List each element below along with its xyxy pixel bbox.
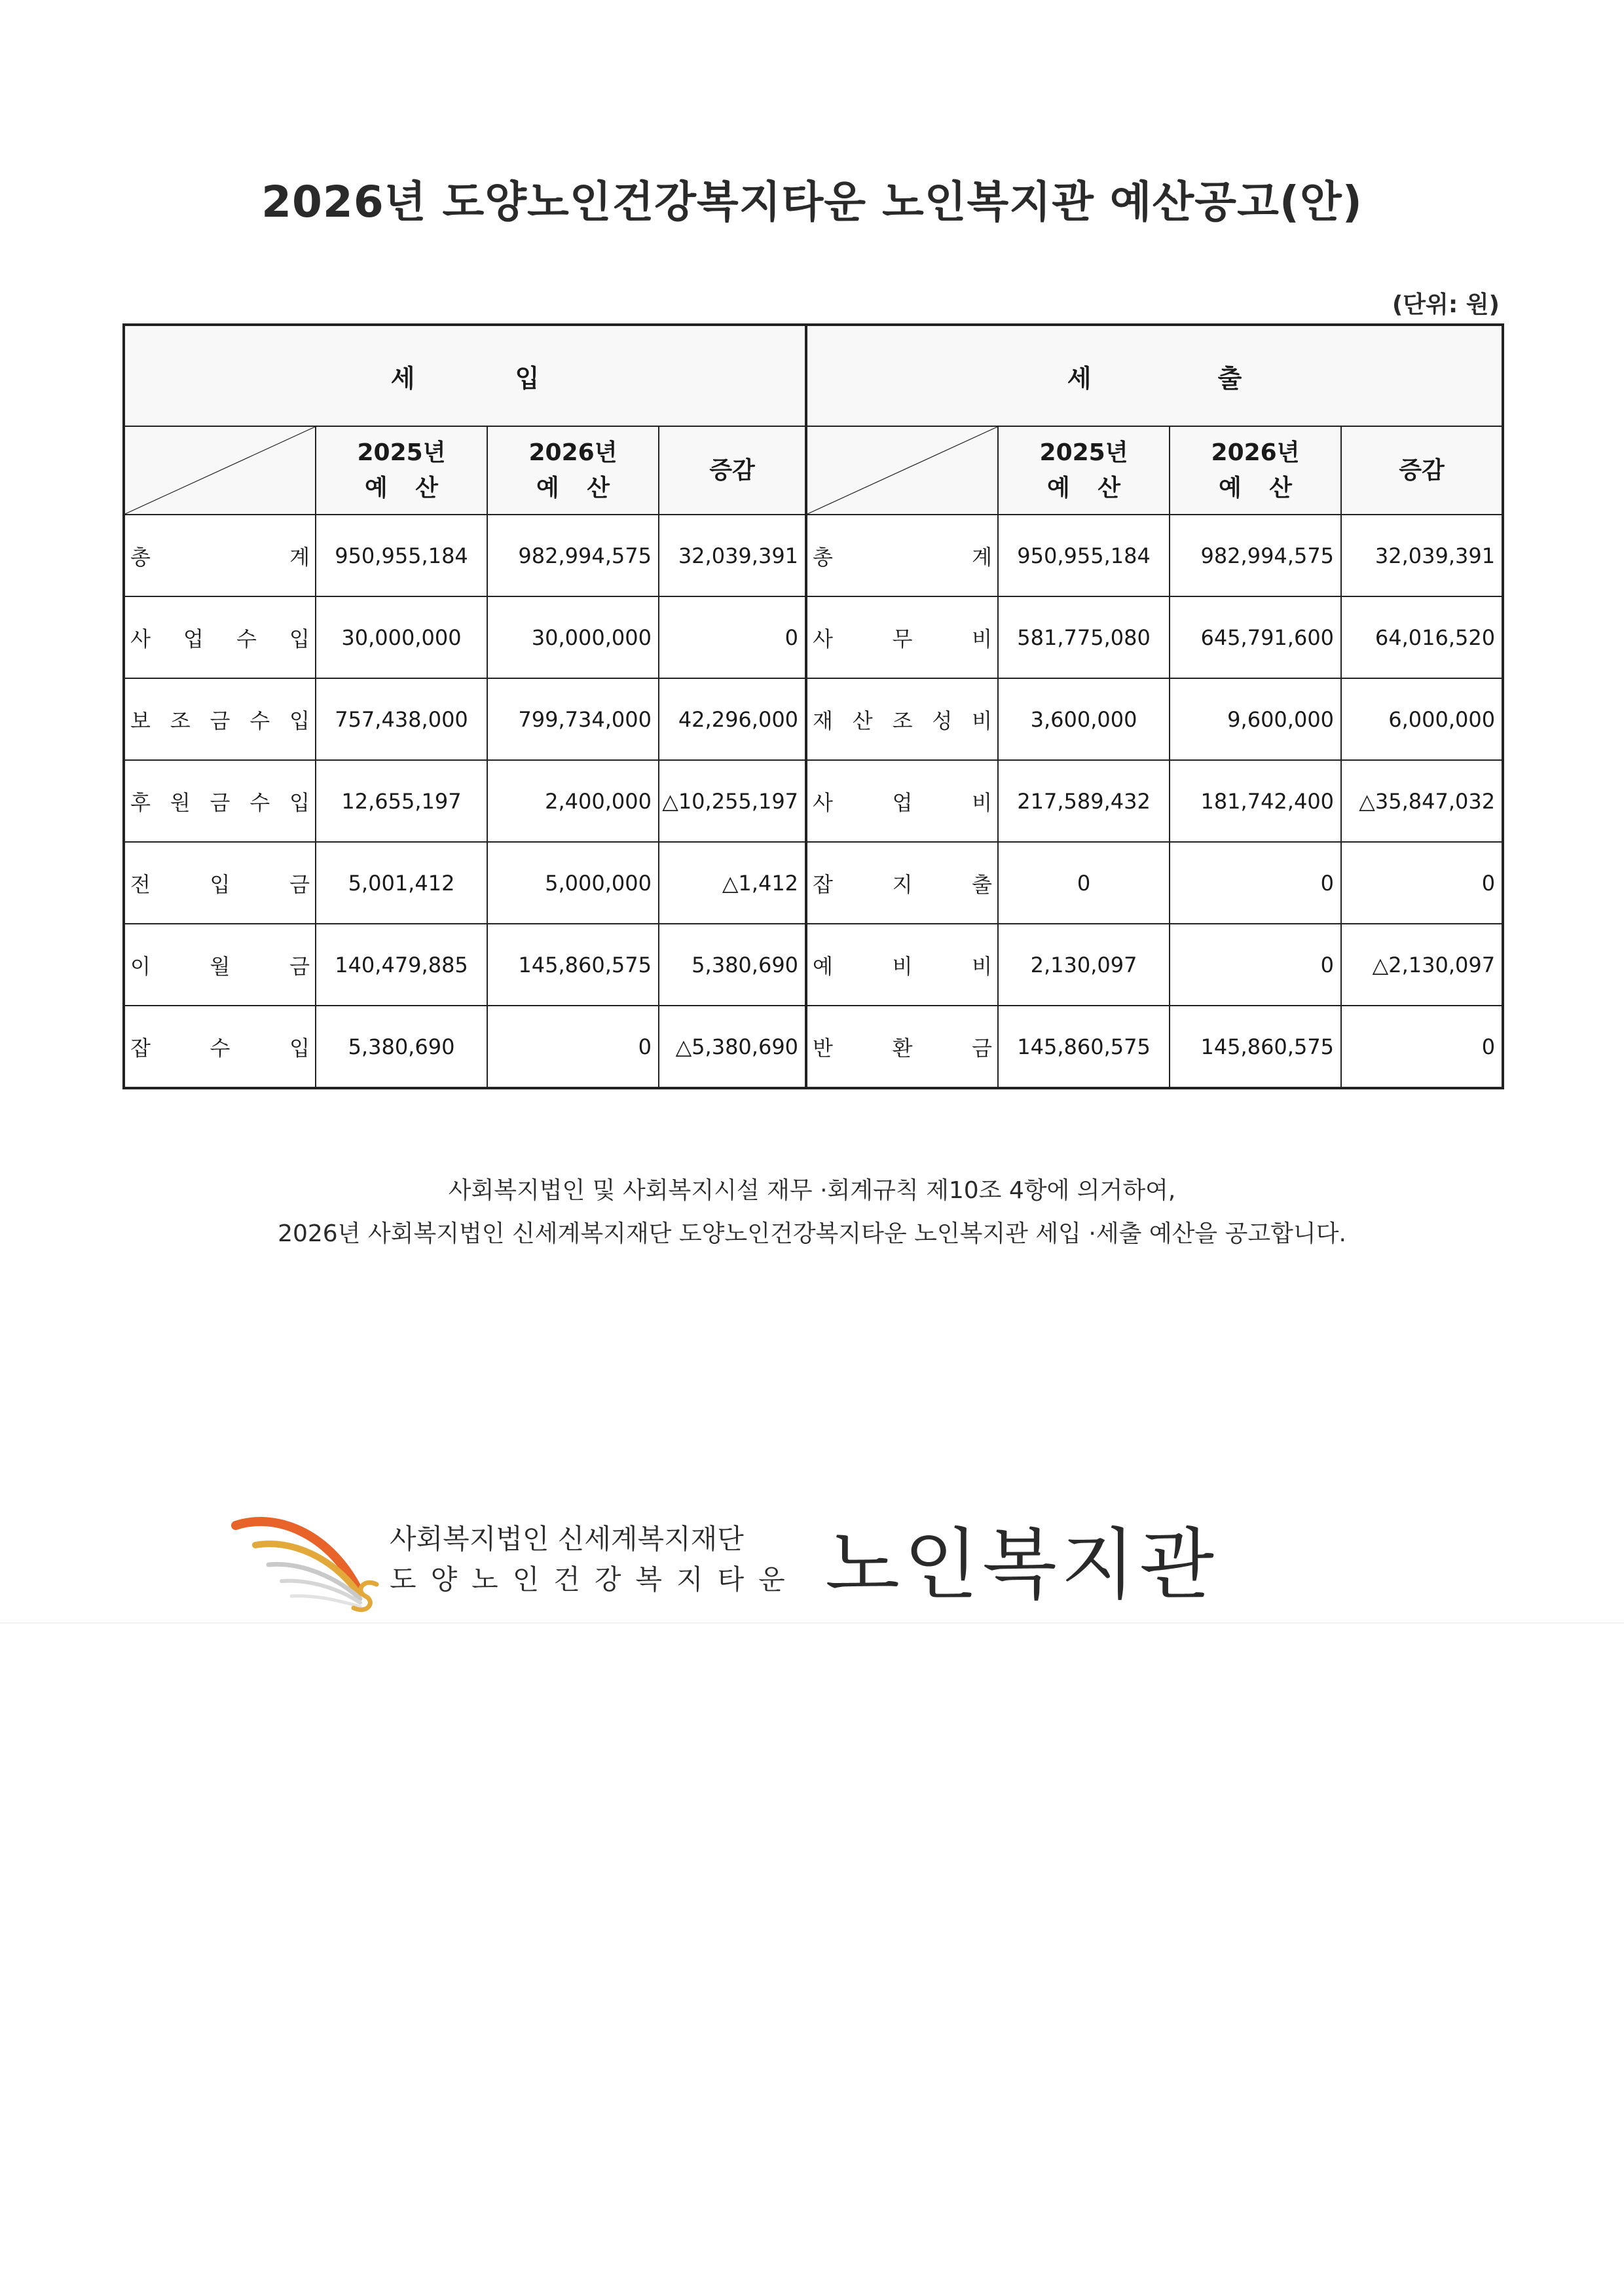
exp-label-char: 금 [972,1035,993,1061]
rev-label [130,704,310,735]
col-diff-header [659,426,806,515]
exp-label-char: 지 [892,871,913,897]
revenue-2026-cell: 5,000,000 [487,842,659,924]
exp-label [813,1032,992,1062]
scan-divider [0,1622,1624,1624]
revenue-2026-cell: 145,860,575 [487,924,659,1006]
rev-label-cell [124,924,316,1006]
col-2025-sub: 예 산 [364,474,439,501]
expense-2026-cell: 145,860,575 [1170,1006,1341,1088]
expense-2025-cell: 581,775,080 [998,596,1170,678]
budget-body [124,515,1503,1088]
org-big-name: 노인복지관 [825,1520,1218,1610]
exp-label-char: 비 [972,708,993,733]
revenue-header [124,325,806,426]
revenue-diff-cell: 0 [659,596,806,678]
expense-2025-cell: 217,589,432 [998,760,1170,842]
revenue-2025-cell: 30,000,000 [316,596,487,678]
expense-2026-cell: 9,600,000 [1170,678,1341,760]
rev-label-char: 전 [130,871,151,897]
revenue-2025-cell: 12,655,197 [316,760,487,842]
expense-header [806,325,1503,426]
rev-label [130,868,310,898]
col-2026-sub: 예 산 [1218,474,1293,501]
expense-2025-cell: 145,860,575 [998,1006,1170,1088]
exp-label-char: 업 [892,790,913,815]
expense-diff-cell: 0 [1341,842,1503,924]
rev-label-cell [124,760,316,842]
expense-diff-cell: △35,847,032 [1341,760,1503,842]
exp-label-char: 비 [972,953,993,979]
expense-2025-cell: 2,130,097 [998,924,1170,1006]
revenue-2026-cell: 982,994,575 [487,515,659,596]
exp-label-cell [806,1006,998,1088]
expense-2025-cell: 0 [998,842,1170,924]
rev-label-char: 조 [170,708,191,733]
col-2025-sub: 예 산 [1046,474,1121,501]
col-2026-header [487,426,659,515]
org-line-2: 도양노인건강복지타운 [390,1563,800,1595]
unit-label: (단위: 원) [1392,291,1500,318]
exp-label-char: 계 [972,544,993,570]
table-row [124,842,1503,924]
expense-2025-cell: 3,600,000 [998,678,1170,760]
page-title: 2026년 도양노인건강복지타운 노인복지관 예산공고(안) [261,177,1363,227]
expense-2026-cell: 982,994,575 [1170,515,1341,596]
exp-label-char: 잡 [813,871,833,897]
exp-label-char: 예 [813,953,833,979]
expense-diff-cell: 6,000,000 [1341,678,1503,760]
exp-label [813,541,992,571]
wing-swoosh-logo-icon [229,1512,380,1617]
exp-label [813,623,992,653]
expense-2025-cell: 950,955,184 [998,515,1170,596]
rev-label-char: 금 [210,790,231,815]
org-line-1: 사회복지법인 신세계복지재단 [390,1523,744,1555]
rev-label-cell [124,1006,316,1088]
rev-label-cell [124,842,316,924]
table-row [124,1006,1503,1088]
diagonal-line [125,427,315,514]
exp-label-char: 무 [892,626,913,651]
revenue-2025-cell: 757,438,000 [316,678,487,760]
revenue-header-text: 세 입 [390,363,540,393]
rev-label-char: 업 [183,626,204,651]
col-2026-year: 2026년 [528,439,618,466]
expense-header-text: 세 출 [1067,363,1242,393]
exp-label-char: 비 [892,953,913,979]
exp-label-cell [806,842,998,924]
revenue-2025-cell: 950,955,184 [316,515,487,596]
exp-label-char: 비 [972,626,993,651]
table-row [124,678,1503,760]
revenue-2025-cell: 5,001,412 [316,842,487,924]
exp-label-char: 출 [972,871,993,897]
rev-label-cell [124,515,316,596]
expense-diff-cell: 64,016,520 [1341,596,1503,678]
revenue-2025-cell: 140,479,885 [316,924,487,1006]
col-2025-header [316,426,487,515]
revenue-diff-cell: 5,380,690 [659,924,806,1006]
revenue-2025-cell: 5,380,690 [316,1006,487,1088]
exp-label-char: 비 [972,790,993,815]
expense-diff-cell: △2,130,097 [1341,924,1503,1006]
revenue-diagonal-cell [124,426,316,515]
table-row [124,760,1503,842]
exp-label-cell [806,924,998,1006]
exp-label-char: 사 [813,626,833,651]
rev-label [130,623,310,653]
exp-label [813,786,992,816]
revenue-2026-cell: 2,400,000 [487,760,659,842]
rev-label-char: 사 [130,626,151,651]
expense-2026-cell: 0 [1170,842,1341,924]
col-2026-sub: 예 산 [536,474,610,501]
expense-2026-cell: 181,742,400 [1170,760,1341,842]
exp-label [813,950,992,980]
col-diff-text: 증감 [709,456,755,484]
budget-table [122,323,1504,1089]
exp-label-char: 조 [892,708,913,733]
expense-diagonal-cell [806,426,998,515]
col-2025-year: 2025년 [1039,439,1128,466]
rev-label-char: 입 [210,871,231,897]
exp-label [813,704,992,735]
table-row [124,924,1503,1006]
rev-label-char: 보 [130,708,151,733]
rev-label-char: 수 [249,790,270,815]
col-diff-text: 증감 [1399,456,1445,484]
footer-logo [229,1493,1277,1624]
exp-label-char: 반 [813,1035,833,1061]
notice-text [0,1169,1624,1256]
exp-label-char: 환 [892,1035,913,1061]
revenue-diff-cell: 32,039,391 [659,515,806,596]
rev-label-char: 수 [249,708,270,733]
rev-label-char: 월 [210,953,231,979]
rev-label [130,786,310,816]
exp-label-char: 산 [852,708,873,733]
rev-label-char: 계 [289,544,310,570]
exp-label-cell [806,515,998,596]
rev-label-char: 금 [289,953,310,979]
exp-label-char: 총 [813,544,833,570]
exp-label-cell [806,596,998,678]
exp-label [813,868,992,898]
rev-label-char: 금 [289,871,310,897]
expense-2026-cell: 0 [1170,924,1341,1006]
expense-diff-cell: 32,039,391 [1341,515,1503,596]
expense-2026-cell: 645,791,600 [1170,596,1341,678]
rev-label-char: 총 [130,544,151,570]
revenue-2026-cell: 30,000,000 [487,596,659,678]
col-2026-year: 2026년 [1211,439,1300,466]
rev-label-cell [124,596,316,678]
col-2025-header [998,426,1170,515]
rev-label-char: 입 [289,708,310,733]
exp-label-cell [806,760,998,842]
diagonal-line [807,427,997,514]
exp-label-char: 사 [813,790,833,815]
rev-label-char: 수 [210,1035,231,1061]
rev-label-char: 수 [236,626,257,651]
revenue-diff-cell: △5,380,690 [659,1006,806,1088]
col-2025-year: 2025년 [357,439,446,466]
revenue-diff-cell: △1,412 [659,842,806,924]
rev-label [130,1032,310,1062]
col-diff-header [1341,426,1503,515]
table-row [124,515,1503,596]
rev-label-char: 입 [289,790,310,815]
exp-label-char: 성 [932,708,953,733]
rev-label-char: 잡 [130,1035,151,1061]
revenue-diff-cell: 42,296,000 [659,678,806,760]
revenue-2026-cell: 799,734,000 [487,678,659,760]
rev-label [130,541,310,571]
rev-label-char: 입 [289,626,310,651]
rev-label-char: 원 [170,790,191,815]
notice-line-2: 2026년 사회복지법인 신세계복지재단 도양노인건강복지타운 노인복지관 세입 ·세출 예산을 공고합니다. [278,1220,1346,1247]
rev-label [130,950,310,980]
exp-label-char: 재 [813,708,833,733]
exp-label-cell [806,678,998,760]
table-row [124,596,1503,678]
rev-label-char: 후 [130,790,151,815]
revenue-2026-cell: 0 [487,1006,659,1088]
revenue-diff-cell: △10,255,197 [659,760,806,842]
expense-diff-cell: 0 [1341,1006,1503,1088]
rev-label-char: 입 [289,1035,310,1061]
col-2026-header [1170,426,1341,515]
rev-label-char: 금 [210,708,231,733]
rev-label-cell [124,678,316,760]
org-name [390,1519,800,1600]
notice-line-1: 사회복지법인 및 사회복지시설 재무 ·회계규칙 제10조 4항에 의거하여, [448,1177,1176,1204]
rev-label-char: 이 [130,953,151,979]
